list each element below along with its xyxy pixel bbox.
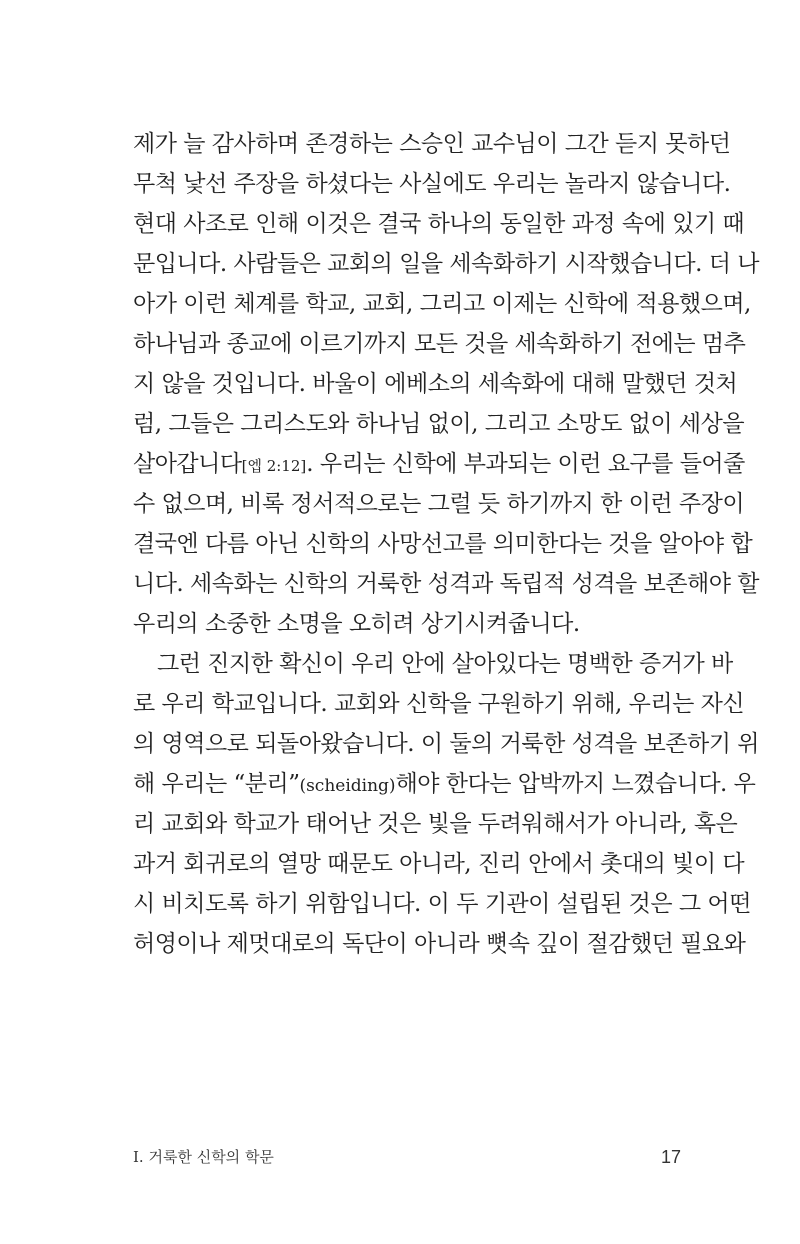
text-line: 시 비치도록 하기 위함입니다. 이 두 기관이 설립된 것은 그 어떤: [133, 891, 751, 917]
text-line: 하나님과 종교에 이르기까지 모든 것을 세속화하기 전에는 멈추: [133, 331, 746, 357]
page-number: 17: [660, 1147, 681, 1167]
page-body: [133, 124, 759, 964]
text-line: 해 우리는 “분리”(scheiding)해야 한다는 압박까지 느꼈습니다. 우: [133, 771, 756, 797]
text-line: 살아갑니다[엡 2:12]. 우리는 신학에 부과되는 이런 요구를 들어줄: [133, 451, 745, 477]
text-line: 아가 이런 체계를 학교, 교회, 그리고 이제는 신학에 적용했으며,: [133, 291, 751, 317]
text-line: 우리의 소중한 소명을 오히려 상기시켜줍니다.: [133, 611, 580, 637]
text-line: 로 우리 학교입니다. 교회와 신학을 구원하기 위해, 우리는 자신: [133, 691, 745, 717]
text-line: 지 않을 것입니다. 바울이 에베소의 세속화에 대해 말했던 것처: [133, 371, 738, 397]
paragraph-1: [133, 124, 759, 644]
latin-term: (scheiding): [299, 776, 396, 796]
text-line: 제가 늘 감사하며 존경하는 스승인 교수님이 그간 듣지 못하던: [133, 131, 731, 157]
text-line: 의 영역으로 되돌아왔습니다. 이 둘의 거룩한 성격을 보존하기 위: [133, 731, 759, 757]
running-footer-chapter: I. 거룩한 신학의 학문: [133, 1148, 274, 1166]
text-line: 허영이나 제멋대로의 독단이 아니라 뼛속 깊이 절감했던 필요와: [133, 931, 746, 957]
text-line: 리 교회와 학교가 태어난 것은 빛을 두려워해서가 아니라, 혹은: [133, 811, 738, 837]
text-line: 문입니다. 사람들은 교회의 일을 세속화하기 시작했습니다. 더 나: [133, 251, 759, 277]
text-line: 니다. 세속화는 신학의 거룩한 성격과 독립적 성격을 보존해야 할: [133, 571, 759, 597]
text-line: 과거 회귀로의 열망 때문도 아니라, 진리 안에서 촛대의 빛이 다: [133, 851, 745, 877]
paragraph-2: [133, 644, 759, 964]
text-line: 현대 사조로 인해 이것은 결국 하나의 동일한 과정 속에 있기 때: [133, 211, 745, 237]
text-line: 결국엔 다름 아닌 신학의 사망선고를 의미한다는 것을 알아야 합: [133, 531, 753, 557]
scripture-citation: [엡 2:12]: [241, 457, 307, 475]
text-line: 럼, 그들은 그리스도와 하나님 없이, 그리고 소망도 없이 세상을: [133, 411, 745, 437]
text-line: 그런 진지한 확신이 우리 안에 살아있다는 명백한 증거가 바: [157, 651, 733, 677]
text-line: 무척 낯선 주장을 하셨다는 사실에도 우리는 놀라지 않습니다.: [133, 171, 731, 197]
text-line: 수 없으며, 비록 정서적으로는 그럴 듯 하기까지 한 이런 주장이: [133, 491, 745, 517]
page-footer: [133, 1142, 681, 1172]
